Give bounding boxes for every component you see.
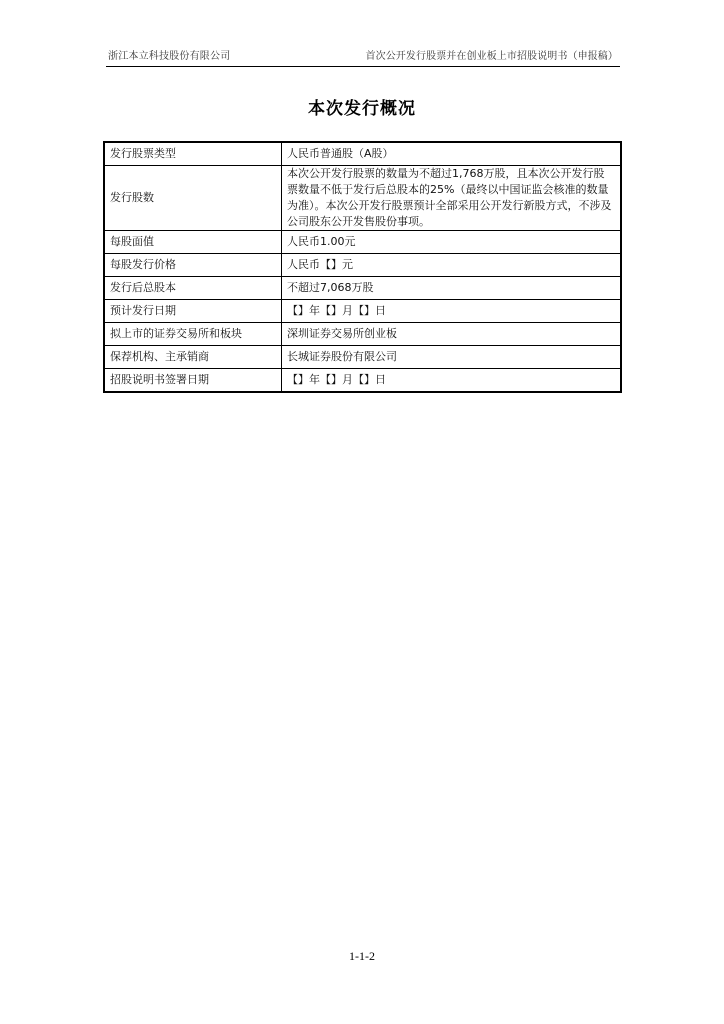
table-row xyxy=(104,231,621,254)
row-label: 发行股票类型 xyxy=(104,142,282,166)
row-value: 【】年【】月【】日 xyxy=(282,300,622,323)
row-value: 长城证券股份有限公司 xyxy=(282,346,622,369)
table-row xyxy=(104,346,621,369)
table-row xyxy=(104,142,621,166)
table-row xyxy=(104,166,621,231)
row-label: 招股说明书签署日期 xyxy=(104,369,282,393)
issuance-overview-table xyxy=(103,141,622,393)
row-value: 深圳证券交易所创业板 xyxy=(282,323,622,346)
row-value: 不超过7,068万股 xyxy=(282,277,622,300)
table-row xyxy=(104,323,621,346)
header-company-name: 浙江本立科技股份有限公司 xyxy=(108,51,231,62)
row-value: 人民币普通股（A股） xyxy=(282,142,622,166)
row-label: 拟上市的证券交易所和板块 xyxy=(104,323,282,346)
row-value: 本次公开发行股票的数量为不超过1,768万股，且本次公开发行股票数量不低于发行后总股本的25%（最终以中国证监会核准的数量为准）。本次公开发行股票预计全部采用公开发行新股方式，不涉及公司股东公开发售股份事项。 xyxy=(282,166,622,231)
row-value: 人民币1.00元 xyxy=(282,231,622,254)
table-row xyxy=(104,300,621,323)
row-label: 发行后总股本 xyxy=(104,277,282,300)
row-label: 预计发行日期 xyxy=(104,300,282,323)
row-label: 每股面值 xyxy=(104,231,282,254)
row-value: 人民币【】元 xyxy=(282,254,622,277)
page-number: 1-1-2 xyxy=(349,949,375,963)
row-label: 每股发行价格 xyxy=(104,254,282,277)
page-title: 本次发行概况 xyxy=(308,99,416,119)
header-document-title: 首次公开发行股票并在创业板上市招股说明书（申报稿） xyxy=(365,51,618,62)
header-divider xyxy=(106,66,620,67)
row-label: 保荐机构、主承销商 xyxy=(104,346,282,369)
row-label: 发行股数 xyxy=(104,166,282,231)
row-value: 【】年【】月【】日 xyxy=(282,369,622,393)
page-header xyxy=(106,49,620,65)
table-row xyxy=(104,277,621,300)
table-row xyxy=(104,369,621,393)
table-row xyxy=(104,254,621,277)
